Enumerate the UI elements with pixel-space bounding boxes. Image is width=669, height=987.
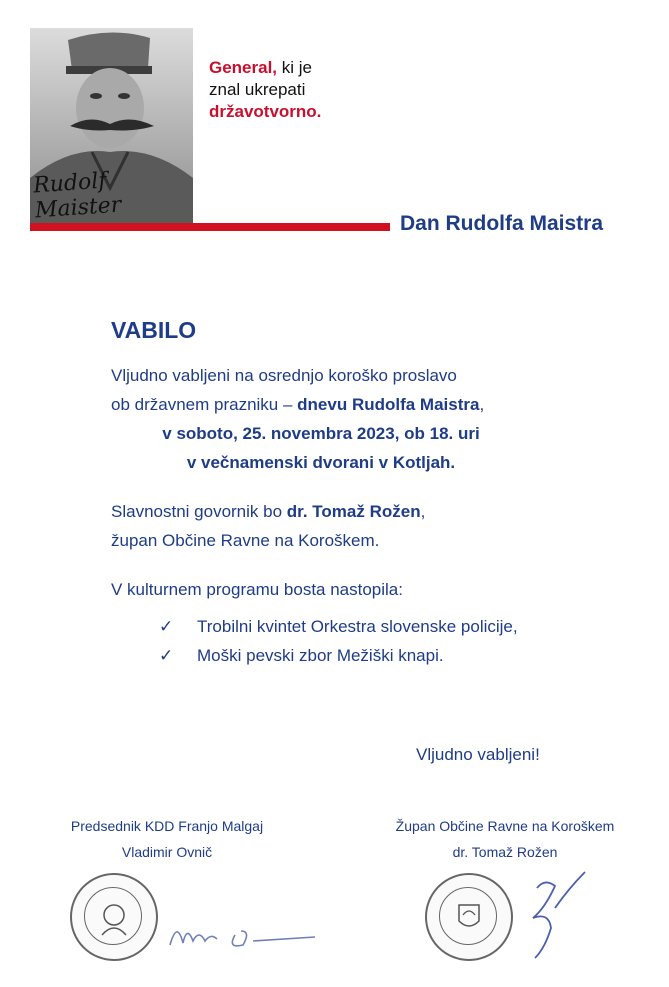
speaker-intro: Slavnostni govornik bo	[111, 502, 287, 521]
program-item	[159, 641, 611, 670]
portrait-photo	[30, 28, 193, 224]
left-signatory	[60, 813, 274, 865]
tagline-rest1: ki je	[277, 58, 313, 77]
holiday-name: dnevu Rudolfa Maistra	[297, 395, 480, 414]
para1-line1: Vljudno vabljeni na osrednjo koroško proslavo	[111, 366, 457, 385]
right-stamp	[425, 873, 513, 961]
left-handwritten-signature	[165, 915, 325, 955]
right-signatory-name: dr. Tomaž Rožen	[452, 844, 558, 860]
left-stamp	[70, 873, 158, 961]
closing-line: Vljudno vabljeni!	[416, 745, 540, 764]
para1-line2-a: ob državnem prazniku –	[111, 395, 298, 414]
program-item-text: Moški pevski zbor Mežiški knapi.	[197, 646, 444, 665]
left-signatory-title: Predsednik KDD Franjo Malgaj	[70, 818, 264, 834]
event-date: v soboto, 25. novembra 2023, ob 18. uri	[162, 424, 480, 443]
left-stamp-face-icon	[72, 875, 156, 959]
left-signatory-name: Vladimir Ovnič	[121, 844, 213, 860]
program-list	[159, 612, 611, 670]
tagline-line3: državotvorno.	[209, 102, 322, 121]
para1-line2-c: ,	[479, 395, 485, 414]
right-signatory	[385, 813, 625, 865]
event-venue: v večnamenski dvorani v Kotljah.	[186, 453, 456, 472]
invitation-title: VABILO	[111, 317, 197, 343]
speaker-role: župan Občine Ravne na Koroškem.	[111, 531, 380, 550]
signature-overlay: Rudolf Maister	[32, 168, 123, 224]
program-intro: V kulturnem programu bosta nastopila:	[111, 580, 403, 599]
program-item	[159, 612, 611, 641]
speaker-name: dr. Tomaž Rožen	[286, 502, 421, 521]
speaker-line	[111, 497, 611, 526]
checkmark-icon: ✓	[159, 646, 174, 665]
right-handwritten-signature	[525, 868, 595, 963]
para1-line2	[111, 390, 611, 419]
tagline-word1: General,	[209, 58, 278, 77]
tagline-line2: znal ukrepati	[209, 80, 306, 99]
checkmark-icon: ✓	[159, 617, 174, 636]
tagline	[209, 57, 321, 123]
speaker-comma: ,	[420, 502, 426, 521]
right-signatory-title: Župan Občine Ravne na Koroškem	[395, 818, 615, 834]
invitation-body	[111, 316, 611, 670]
red-divider-bar	[30, 223, 390, 231]
program-item-text: Trobilni kvintet Orkestra slovenske policije,	[197, 617, 518, 636]
right-stamp-crest-icon	[427, 875, 511, 959]
brand-title: Dan Rudolfa Maistra	[400, 212, 604, 235]
